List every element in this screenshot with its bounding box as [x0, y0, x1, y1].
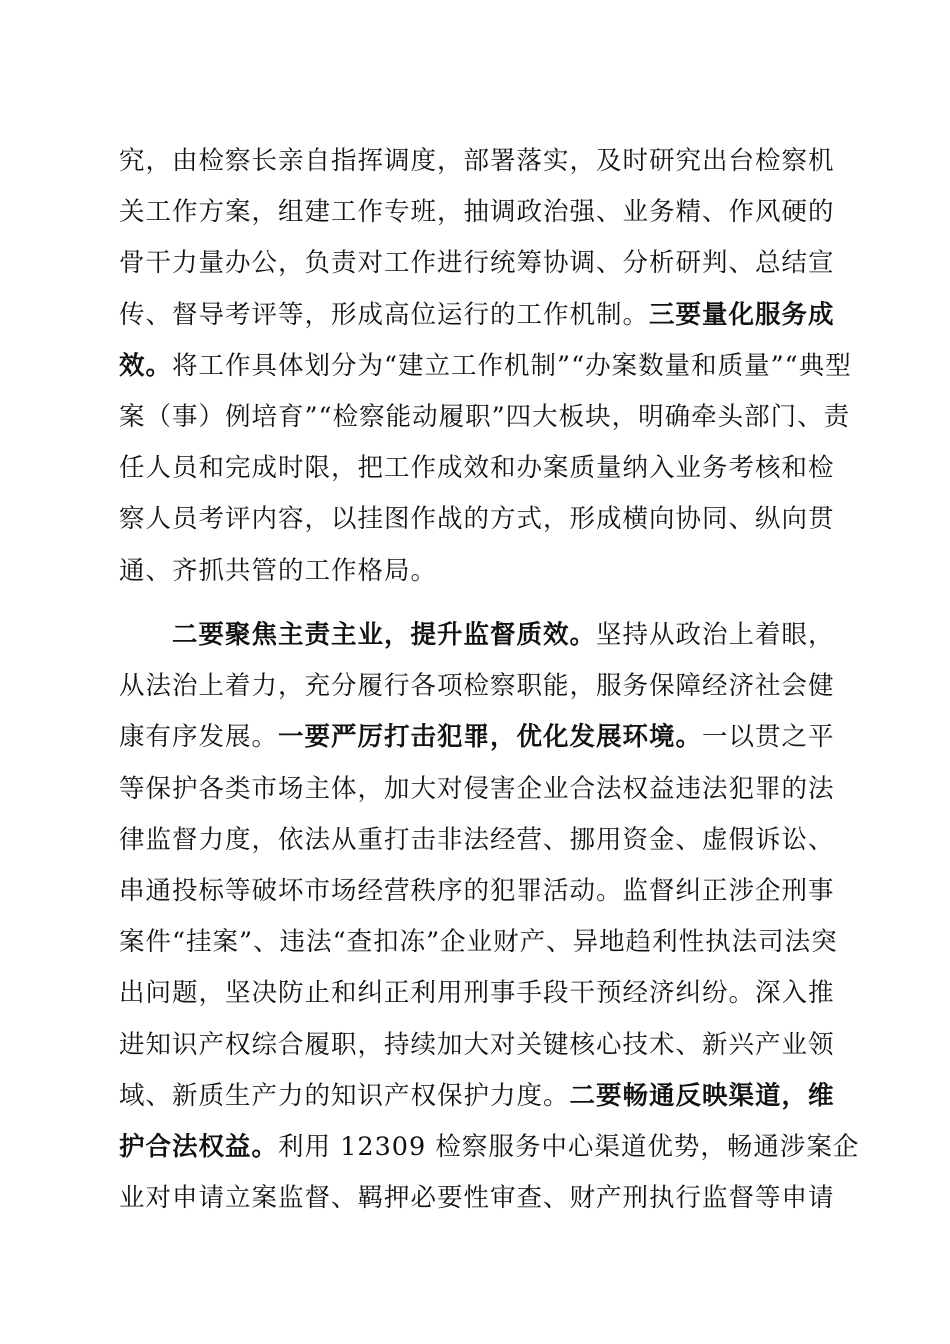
body-text: 出问题，坚决防止和纠正利用刑事手段干预经济纠纷。深入推 [119, 978, 835, 1009]
body-text: 骨干力量办公，负责对工作进行统筹协调、分析研判、总结宣 [119, 248, 835, 279]
body-text: 案（事）例培育”“检察能动履职”四大板块，明确牵头部门、责 [119, 401, 851, 432]
body-text: 等保护各类市场主体，加大对侵害企业合法权益违法犯罪的法 [119, 773, 835, 804]
text-line [119, 136, 835, 187]
body-text: 利用 12309 检察服务中心渠道优势，畅通涉案企 [278, 1131, 860, 1162]
body-text: 律监督力度，依法从重打击非法经营、挪用资金、虚假诉讼、 [119, 824, 835, 855]
text-line [119, 1122, 860, 1173]
body-text: 康有序发展。 [119, 722, 279, 753]
text-line [119, 712, 835, 763]
body-text: 一以贯之平 [702, 722, 835, 753]
bold-heading-text: 一要严厉打击犯罪，优化发展环境。 [278, 722, 703, 753]
bold-heading-text: 三要量化服务成 [649, 299, 835, 330]
body-text: 关工作方案，组建工作专班，抽调政治强、业务精、作风硬的 [119, 197, 835, 228]
body-text: 案件“挂案”、违法“查扣冻”企业财产、异地趋利性执法司法突 [119, 927, 838, 958]
body-text: 串通投标等破坏市场经营秩序的犯罪活动。监督纠正涉企刑事 [119, 875, 835, 906]
text-line [119, 1071, 835, 1122]
body-text: 任人员和完成时限，把工作成效和办案质量纳入业务考核和检 [119, 453, 835, 484]
bold-heading-text: 二要聚焦主责主业，提升监督质效。 [172, 620, 597, 650]
body-text [119, 620, 172, 650]
text-line [119, 546, 831, 597]
body-text: 进知识产权综合履职，持续加大对关键核心技术、新兴产业领 [119, 1029, 835, 1060]
body-text: 通、齐抓共管的工作格局。 [119, 555, 438, 586]
bold-heading-text: 二要畅通反映渠道，维 [569, 1080, 835, 1111]
text-line [119, 610, 835, 661]
text-line [119, 866, 835, 917]
paragraph-1 [119, 136, 852, 597]
bold-heading-text: 效。 [119, 350, 173, 381]
body-text: 业对申请立案监督、羁押必要性审查、财产刑执行监督等申请 [119, 1183, 835, 1214]
text-line [119, 187, 835, 238]
text-line [119, 917, 838, 968]
body-text: 察人员考评内容，以挂图作战的方式，形成横向协同、纵向贯 [119, 504, 835, 535]
body-text: 将工作具体划分为“建立工作机制”“办案数量和质量”“典型 [172, 350, 852, 381]
text-line [119, 661, 835, 712]
text-line [119, 1020, 835, 1071]
text-line [119, 392, 851, 443]
text-line [119, 815, 835, 866]
body-text: 究，由检察长亲自指挥调度，部署落实，及时研究出台检察机 [119, 146, 835, 176]
text-line [119, 494, 835, 545]
paragraph-2 [119, 610, 860, 1224]
text-line [119, 238, 835, 289]
body-text: 域、新质生产力的知识产权保护力度。 [119, 1080, 570, 1111]
text-line [119, 1173, 835, 1224]
bold-heading-text: 护合法权益。 [119, 1131, 279, 1162]
body-text: 坚持从政治上着眼， [596, 620, 835, 650]
text-line [119, 443, 835, 494]
text-line [119, 764, 835, 815]
text-line [119, 968, 835, 1019]
text-line [119, 341, 852, 392]
body-text: 传、督导考评等，形成高位运行的工作机制。 [119, 299, 650, 330]
text-line [119, 290, 835, 341]
body-text: 从法治上着力，充分履行各项检察职能，服务保障经济社会健 [119, 671, 835, 702]
